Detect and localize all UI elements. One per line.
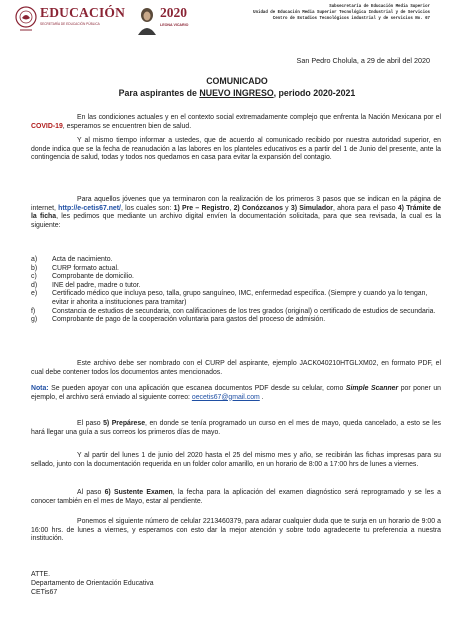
year-logo-subtext: LEONA VICARIO xyxy=(160,23,189,27)
email-link[interactable]: oecetis67@gmail.com xyxy=(191,393,260,401)
list-item-text: CURP formato actual. xyxy=(52,264,119,272)
step-2: 2) Conózcanos xyxy=(233,204,283,212)
signature-department: Departamento de Orientación Educativa xyxy=(31,580,154,587)
p4-text: Este archivo debe ser nombrado con el CURP del aspirante, ejemplo JACK040210HTGLXM02, en formato PDF, el cual debe contener todos los documentos antes mencionados. xyxy=(31,360,441,376)
paragraph-covid xyxy=(31,114,441,131)
signature-block xyxy=(31,570,154,597)
document-subtitle xyxy=(0,88,474,98)
list-item-text: INE del padre, madre o tutor. xyxy=(52,281,141,289)
app-name: Simple Scanner xyxy=(345,385,399,392)
signature-institution: CETis67 xyxy=(31,589,58,596)
list-marker: e) xyxy=(31,290,38,298)
paragraph-june-dates xyxy=(31,452,441,469)
p3-text-a: Para aquellos jóvenes que ya terminaron con la realización de los primeros 3 pasos que se indican en la página de internet, xyxy=(31,196,441,212)
subtitle-prefix: Para aspirantes de xyxy=(118,88,200,98)
note-text-c: . xyxy=(259,393,264,401)
subtitle-suffix: , periodo 2020-2021 xyxy=(273,88,356,98)
p7-text-b: , la fecha para la aplicación del examen diagnóstico será reprogramado y se les a conocer también en el mes de Mayo, estar al pendiente. xyxy=(31,489,441,505)
p2-text: Y al mismo tiempo informar a ustedes, que de acuerdo al comunicado recibido por nuestra autoridad superior, en donde indica que se la fecha de reanudación a las labores en los planteles educativos es a partir del 1 de Junio del presente, ante la contingencia de salud, todas y todos nos quedamos en casa para evitar la expansión del contagio. xyxy=(31,137,441,162)
list-item-text: Acta de nacimiento. xyxy=(52,256,113,263)
year-logo-text: 2020 xyxy=(160,5,187,20)
covid-term: COVID-19 xyxy=(31,122,63,130)
p5-text-b: , en donde se tenía programado un curso en el mes de mayo, queda cancelado, a esto se les hará llegar una guía a sus correos los primeros días de mayo. xyxy=(31,420,441,436)
p5-text-a: El paso xyxy=(77,420,104,427)
p3-text-c: , xyxy=(229,204,234,212)
step-4: 4) Trámite de la ficha xyxy=(31,204,442,221)
paragraph-steps xyxy=(31,196,441,230)
step-6: 6) Sustente Examen xyxy=(104,489,173,496)
website-link[interactable]: http://e-cetis67.net/ xyxy=(58,204,121,212)
list-item xyxy=(31,308,441,317)
list-item xyxy=(31,273,441,282)
paragraph-contact xyxy=(31,518,441,544)
document-requirements-list xyxy=(31,256,441,325)
national-seal-icon xyxy=(14,4,38,34)
p3-text-f: , les pedimos que mediante un archivo digital envíen la documentación solicitada, para que sea revisada, la cual es la siguiente: xyxy=(31,213,441,229)
p1-text-a: En las condiciones actuales y en el contexto social extremadamente complejo que enfrenta la Nación Mexicana por el xyxy=(77,114,441,121)
list-marker: d) xyxy=(31,281,38,289)
leona-vicario-portrait-icon xyxy=(136,5,158,35)
list-item-text: Comprobante de pago de la cooperación voluntaria para gastos del proceso de admisión. xyxy=(52,316,326,324)
p8-text: Ponemos el siguiente número de celular 2213460379, para adarar cualquier duda que te surja en un horario de 9:00 a 16:00 hrs. de lunes a viernes, y esperamos con esto dar la mejor atención y sobre todo agradecerte tu preferencia a nuestra institución. xyxy=(31,518,441,543)
list-item xyxy=(31,282,441,291)
p3-text-b: , los cuales son: xyxy=(120,204,174,212)
list-item xyxy=(31,290,441,307)
paragraph-note xyxy=(31,385,441,402)
list-item-text: Constancia de estudios de secundaria, con calificaciones de los tres grados (original) o certificado de estudios de secundaria. xyxy=(52,307,436,315)
institution-line: Centro de Estudios Tecnológicos industrial y de servicios No. 67 xyxy=(272,17,430,22)
list-item xyxy=(31,265,441,274)
list-item xyxy=(31,316,441,325)
step-3: 3) Simulador xyxy=(290,204,333,212)
step-5: 5) Prepárese xyxy=(103,420,146,427)
list-item xyxy=(31,256,441,265)
list-item-text: Certificado médico que incluya peso, talla, grupo sanguíneo, IMC, enfermedad especifica. (Siempre y cuando ya lo tengan, evitar ir ahorita a instituciones para tramitar) xyxy=(52,290,428,306)
letterhead xyxy=(0,0,474,52)
list-marker: b) xyxy=(31,264,38,272)
sep-logo-text: EDUCACIÓN xyxy=(40,5,126,20)
paragraph-reopening xyxy=(31,137,441,163)
paragraph-step5 xyxy=(31,420,441,437)
sep-logo-subtext: SECRETARÍA DE EDUCACIÓN PÚBLICA xyxy=(40,22,100,26)
institution-line: Unidad de Educación Media Superior Tecnológica Industrial y de Servicios xyxy=(253,11,430,16)
step-1: 1) Pre – Registro xyxy=(173,204,230,212)
subtitle-underlined: NUEVO INGRESO xyxy=(199,88,274,98)
signature-closing: ATTE. xyxy=(31,571,51,578)
p3-text-d: y xyxy=(282,204,291,212)
list-marker: f) xyxy=(31,307,36,315)
list-marker: c) xyxy=(31,273,37,281)
list-item-text: Comprobante de domicilio. xyxy=(52,273,134,281)
p7-text-a: Al paso xyxy=(77,489,105,496)
paragraph-file-naming xyxy=(31,360,441,377)
note-label: Nota: xyxy=(31,385,49,392)
list-marker: a) xyxy=(31,256,38,263)
institution-lines xyxy=(210,4,430,23)
note-text-a: Se pueden apoyar con una aplicación que escanea documentos PDF desde su celular, como xyxy=(48,385,346,392)
p6-text: Y al partir del lunes 1 de junio del 2020 hasta el 25 del mismo mes y año, se recibirán las fichas impresas para su sellado, junto con la documentación requerida en un folder color amarillo, en un horario de 8:00 a 17:00 hrs de lunes a viernes. xyxy=(31,452,441,468)
note-text-b: por poner un ejemplo, el archivo será enviado al siguiente correo: xyxy=(31,385,441,401)
document-title: COMUNICADO xyxy=(206,76,268,86)
document-date: San Pedro Cholula, a 29 de abril del 2020 xyxy=(296,56,430,65)
p1-text-c: , esperamos se encuentren bien de salud. xyxy=(62,122,192,130)
institution-line: Subsecretaría de Educación Media Superior xyxy=(329,5,430,9)
list-marker: g) xyxy=(31,316,38,324)
p3-text-e: , ahora para el paso xyxy=(332,204,398,212)
paragraph-step6 xyxy=(31,489,441,506)
